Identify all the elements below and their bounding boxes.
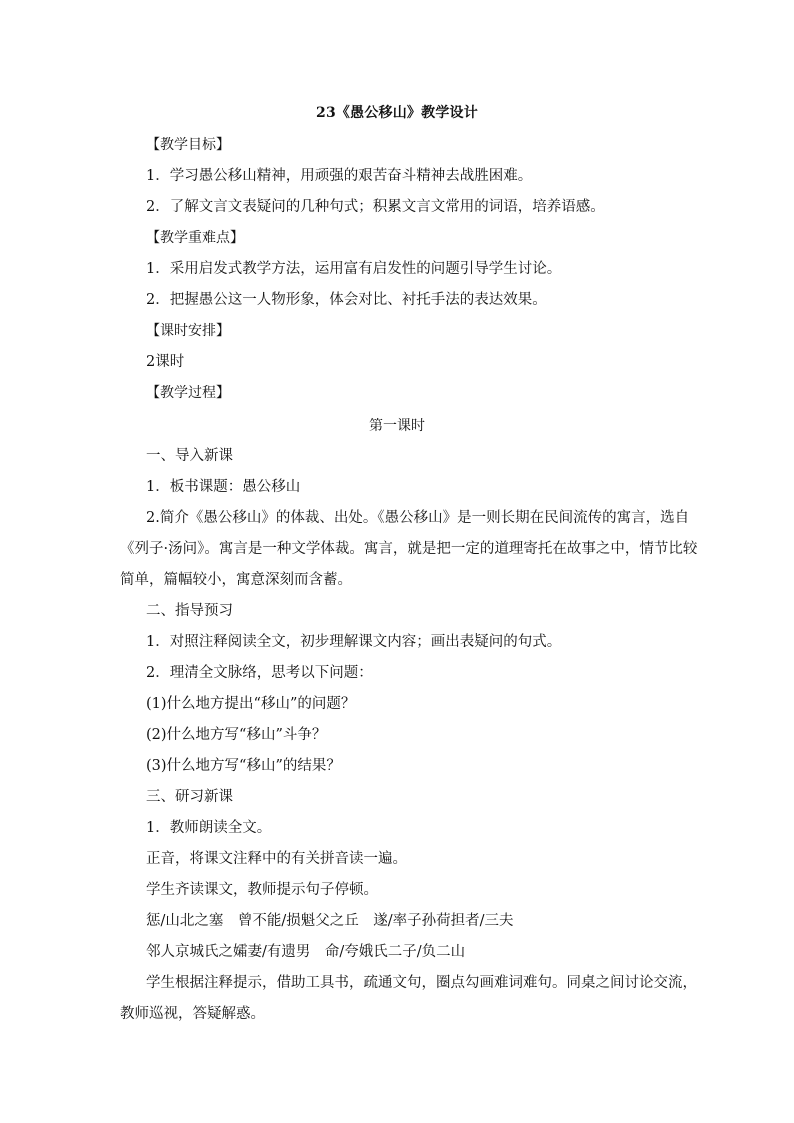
question-2: (2)什么地方写“移山”斗争？ (146, 727, 327, 743)
page-title: 23《愚公移山》教学设计 (316, 105, 478, 121)
schedule-heading: 【课时安排】 (146, 323, 230, 339)
section-3-heading: 三、研习新课 (146, 789, 233, 805)
section-1-item-2-line-3: 简单，篇幅较小，寓意深刻而含蓄。 (120, 572, 352, 588)
section-3-paragraph-1: 正音，将课文注释中的有关拼音读一遍。 (146, 851, 407, 867)
section-2-heading: 二、指导预习 (146, 603, 233, 619)
objective-item-2: 2．了解文言文表疑问的几种句式；积累文言文常用的词语，培养语感。 (146, 199, 605, 215)
lesson-title: 第一课时 (369, 418, 425, 434)
section-3-pause-example-1: 惩/山北之塞 曾不能/损魁父之丘 遂/率子孙荷担者/三夫 (146, 913, 514, 929)
objective-item-1: 1．学习愚公移山精神，用顽强的艰苦奋斗精神去战胜困难。 (146, 168, 533, 184)
section-2-item-2: 2．理清全文脉络，思考以下问题： (146, 665, 373, 681)
section-3-paragraph-5-line-2: 教师巡视，答疑解惑。 (120, 1006, 265, 1022)
section-1-item-2-line-2: 《列子·汤问》。寓言是一种文学体裁。寓言，就是把一定的道理寄托在故事之中，情节比较 (120, 541, 698, 557)
section-3-paragraph-2: 学生齐读课文，教师提示句子停顿。 (146, 882, 378, 898)
section-2-item-1: 1．对照注释阅读全文，初步理解课文内容；画出表疑问的句式。 (146, 634, 562, 650)
section-1-item-2-line-1: 2.简介《愚公移山》的体裁、出处。《愚公移山》是一则长期在民间流传的寓言，选自 (146, 510, 690, 526)
key-points-heading: 【教学重难点】 (146, 230, 244, 246)
question-1: (1)什么地方提出“移山”的问题？ (146, 696, 356, 712)
section-1-heading: 一、导入新课 (146, 448, 233, 464)
key-point-item-1: 1．采用启发式教学方法，运用富有启发性的问题引导学生讨论。 (146, 261, 562, 277)
question-3: (3)什么地方写“移山”的结果？ (146, 758, 341, 774)
key-point-item-2: 2．把握愚公这一人物形象，体会对比、衬托手法的表达效果。 (146, 292, 547, 308)
section-3-pause-example-2: 邻人京城氏之孀妻/有遗男 命/夸娥氏二子/负二山 (146, 944, 466, 960)
schedule-text: 2课时 (146, 354, 185, 370)
process-heading: 【教学过程】 (146, 385, 230, 401)
section-3-paragraph-5-line-1: 学生根据注释提示，借助工具书，疏通文句，圈点勾画难词难句。同桌之间讨论交流， (146, 975, 697, 991)
section-1-item-1: 1．板书课题：愚公移山 (146, 479, 301, 495)
objectives-heading: 【教学目标】 (146, 137, 230, 153)
section-3-item-1: 1．教师朗读全文。 (146, 820, 272, 836)
